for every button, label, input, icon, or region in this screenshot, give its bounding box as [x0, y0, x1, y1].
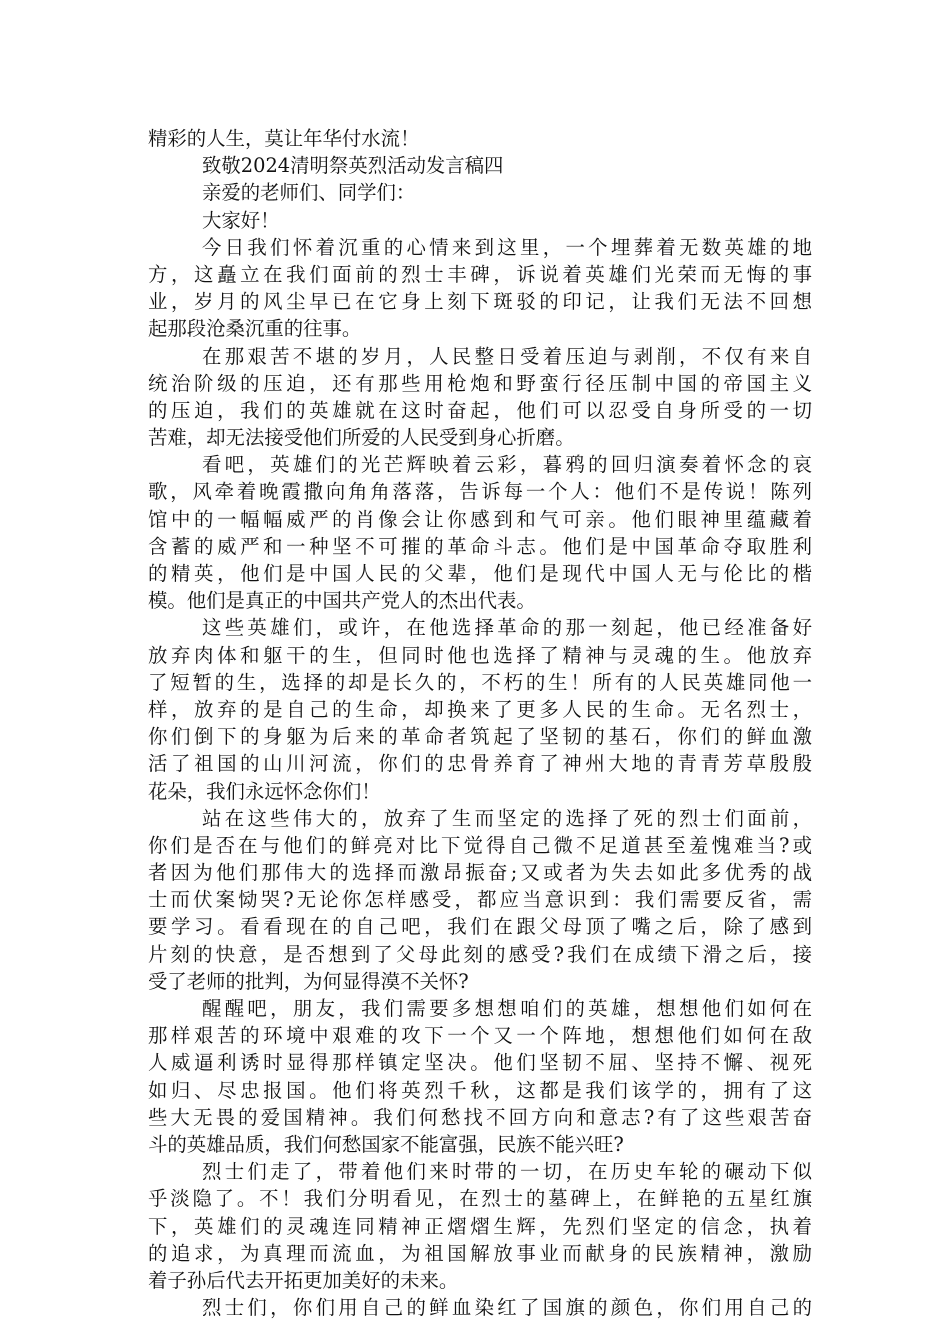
text-line: 你们是否在与他们的鲜亮对比下觉得自己微不足道甚至羞愧难当?或	[148, 833, 812, 857]
text-line: 下，英雄们的灵魂连同精神正熠熠生辉，先烈们坚定的信念，执着	[148, 1214, 812, 1238]
text-line: 在那艰苦不堪的岁月，人民整日受着压迫与剥削，不仅有来自	[202, 344, 812, 368]
text-line: 精彩的人生，莫让年华付水流！	[148, 127, 420, 150]
text-line: 着子孙后代去开拓更加美好的未来。	[148, 1268, 459, 1292]
text-line: 烈士们走了，带着他们来时带的一切，在历史车轮的碾动下似	[202, 1160, 812, 1184]
text-line: 你们倒下的身躯为后来的革命者筑起了坚韧的基石，你们的鲜血激	[148, 725, 812, 749]
text-line: 看吧，英雄们的光芒辉映着云彩，暮鸦的回归演奏着怀念的哀	[202, 453, 812, 477]
text-line: 活了祖国的山川河流，你们的忠骨养育了神州大地的青青芳草殷殷	[148, 752, 812, 776]
text-line: 这些英雄们，或许，在他选择革命的那一刻起，他已经准备好	[202, 616, 812, 640]
text-line: 斗的英雄品质，我们何愁国家不能富强，民族不能兴旺?	[148, 1132, 624, 1156]
text-line: 花朵，我们永远怀念你们！	[148, 779, 381, 803]
text-line: 放弃肉体和躯干的生，但同时他也选择了精神与灵魂的生。他放弃	[148, 643, 812, 667]
text-line: 馆中的一幅幅威严的肖像会让你感到和气可亲。他们眼神里蕴藏着	[148, 507, 812, 531]
text-line: 者因为他们那伟大的选择而激昂振奋;又或者为失去如此多优秀的战	[148, 861, 812, 885]
text-line: 今日我们怀着沉重的心情来到这里，一个埋葬着无数英雄的地	[202, 235, 812, 259]
text-line: 受了老师的批判，为何显得漠不关怀?	[148, 969, 469, 993]
text-line: 片刻的快意，是否想到了父母此刻的感受?我们在成绩下滑之后，接	[148, 942, 812, 966]
text-line: 模。他们是真正的中国共产党人的杰出代表。	[148, 589, 536, 613]
text-line: 苦难，却无法接受他们所爱的人民受到身心折磨。	[148, 426, 575, 450]
text-line: 含蓄的威严和一种坚不可摧的革命斗志。他们是中国革命夺取胜利	[148, 534, 812, 558]
document-page	[148, 125, 812, 1321]
text-line: 大家好！	[202, 208, 280, 232]
text-line: 烈士们，你们用自己的鲜血染红了国旗的颜色，你们用自己的	[202, 1296, 812, 1320]
text-line: 些大无畏的爱国精神。我们何愁找不回方向和意志?有了这些艰苦奋	[148, 1105, 812, 1129]
text-line: 了短暂的生，选择的却是长久的，不朽的生！所有的人民英雄同他一	[148, 670, 812, 694]
text-line: 起那段沧桑沉重的往事。	[148, 317, 362, 341]
text-line: 的精英，他们是中国人民的父辈，他们是现代中国人无与伦比的楷	[148, 562, 812, 585]
text-line: 那样艰苦的环境中艰难的攻下一个又一个阵地，想想他们如何在敌	[148, 1024, 812, 1048]
text-line: 站在这些伟大的，放弃了生而坚定的选择了死的烈士们面前，	[202, 806, 812, 830]
text-line: 业，岁月的风尘早已在它身上刻下斑驳的印记，让我们无法不回想	[148, 290, 812, 314]
text-line: 歌，风牵着晚霞撒向角角落落，告诉每一个人：他们不是传说！陈列	[148, 480, 812, 504]
text-line: 的追求，为真理而流血，为祖国解放事业而献身的民族精神，激励	[148, 1241, 812, 1265]
text-line: 要学习。看看现在的自己吧，我们在跟父母顶了嘴之后，除了感到	[148, 915, 812, 939]
text-line: 士而伏案恸哭?无论你怎样感受，都应当意识到：我们需要反省，需	[148, 888, 812, 912]
text-line: 亲爱的老师们、同学们：	[202, 181, 416, 205]
text-line: 致敬2024清明祭英烈活动发言稿四	[202, 154, 504, 178]
text-line: 样，放弃的是自己的生命，却换来了更多人民的生命。无名烈士，	[148, 697, 812, 721]
text-line: 醒醒吧，朋友，我们需要多想想咱们的英雄，想想他们如何在	[202, 997, 812, 1020]
text-line: 统治阶级的压迫，还有那些用枪炮和野蛮行径压制中国的帝国主义	[148, 371, 812, 395]
text-line: 人威逼利诱时显得那样镇定坚决。他们坚韧不屈、坚持不懈、视死	[148, 1051, 812, 1075]
text-line: 的压迫，我们的英雄就在这时奋起，他们可以忍受自身所受的一切	[148, 398, 812, 422]
text-line: 如归、尽忠报国。他们将英烈千秋，这都是我们该学的，拥有了这	[148, 1078, 812, 1102]
text-line: 乎淡隐了。不！我们分明看见，在烈士的墓碑上，在鲜艳的五星红旗	[148, 1187, 812, 1211]
text-line: 方，这矗立在我们面前的烈士丰碑，诉说着英雄们光荣而无悔的事	[148, 262, 812, 286]
